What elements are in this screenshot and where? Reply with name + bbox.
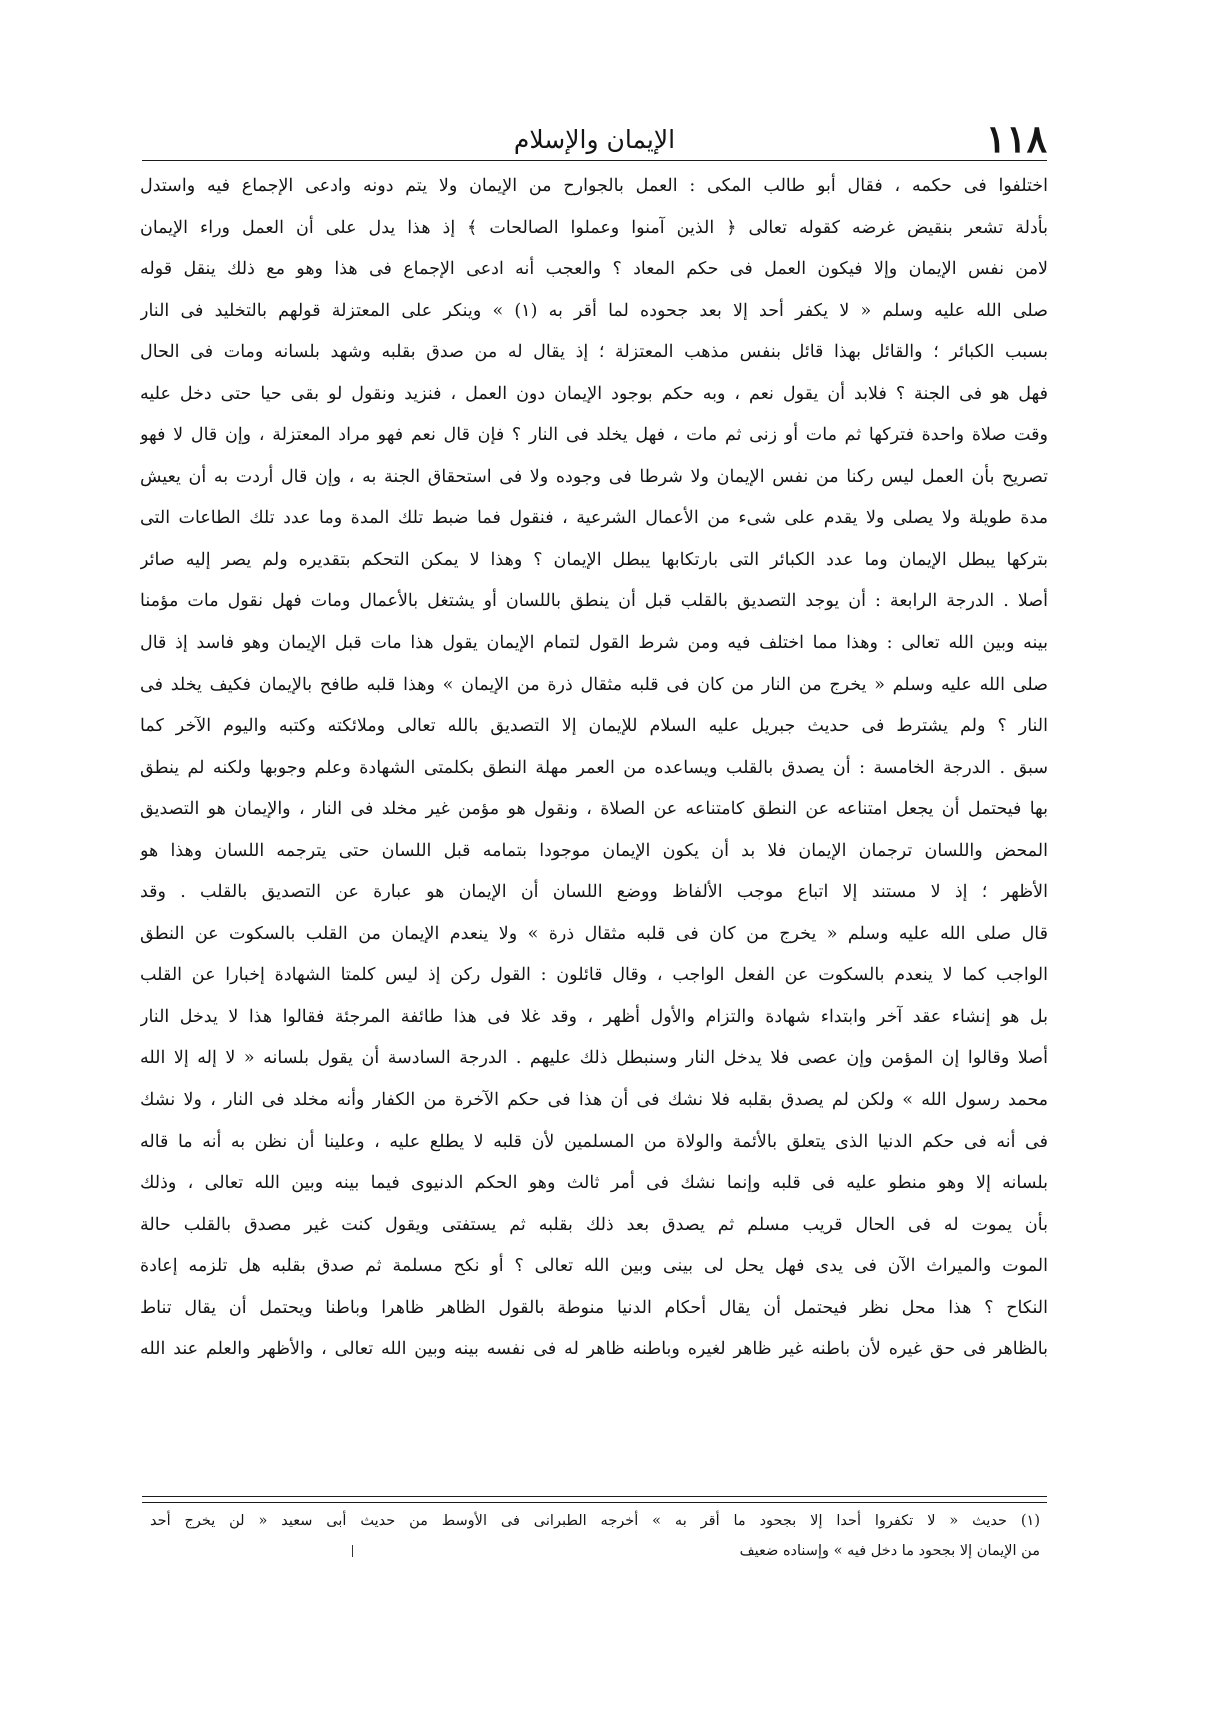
text-line: سبق . الدرجة الخامسة : أن يصدق بالقلب ويساعده من العمر مهلة النطق بكلمتى الشهادة وعلم وجوبها ولكنه لم ينطق bbox=[140, 757, 1048, 778]
text-line: بالظاهر فى حق غيره لأن باطنه غير ظاهر لغيره وباطنه ظاهر له فى نفسه بينه وبين الله تعالى ، والأظهر والعلم عند الله bbox=[140, 1339, 1048, 1360]
text-line: محمد رسول الله » ولكن لم يصدق بقلبه فلا نشك فى أن هذا فى حكم الآخرة من الكفار وأنه مخلد فى النار ، ولا نشك bbox=[140, 1090, 1048, 1111]
text-line: فى أنه فى حكم الدنيا الذى يتعلق بالأئمة والولاة من المسلمين لأن قلبه لا يطلع عليه ، وعلينا أن نظن به أنه ما قاله bbox=[140, 1131, 1048, 1152]
text-line: النار ؟ ولم يشترط فى حديث جبريل عليه السلام للإيمان إلا التصديق بالله تعالى وملائكته وكتبه واليوم الآخر كما bbox=[140, 716, 1048, 737]
text-line: بلسانه إلا وهو منطو عليه فى قلبه وإنما نشك فى أمر ثالث وهو الحكم الدنيوى فيما بينه وبين الله تعالى ، وذلك bbox=[140, 1173, 1048, 1194]
page-number: ١١٨ bbox=[985, 116, 1047, 161]
text-line: المحض واللسان ترجمان الإيمان فلا بد أن يكون الإيمان موجودا بتمامه قبل اللسان حتى يترجمه اللسان وهذا هو bbox=[140, 840, 1048, 861]
text-line: الأظهر ؛ إذ لا مستند إلا اتباع موجب الألفاظ ووضع اللسان أن الإيمان هو عبارة عن التصديق بالقلب . وقد bbox=[140, 882, 1048, 903]
text-line: بسبب الكبائر ؛ والقائل بهذا قائل بنفس مذهب المعتزلة ؛ إذ يقال له من صدق بقلبه وشهد بلسانه ومات فى الحال bbox=[140, 342, 1048, 363]
header-rule bbox=[142, 160, 1047, 161]
text-line bbox=[140, 1371, 1048, 1413]
text-line: بل هو إنشاء عقد آخر وابتداء شهادة والتزام والأول أظهر ، وقد غلا فى هذا طائفة المرجئة فقالوا هذا لا يدخل النار bbox=[140, 1006, 1048, 1027]
text-line: فهل هو فى الجنة ؟ فلابد أن يقول نعم ، وبه حكم بوجود الإيمان دون العمل ، فنزيد ونقول لو بقى حيا حتى دخل عليه bbox=[140, 383, 1048, 404]
running-title: الإيمان والإسلام bbox=[513, 125, 676, 154]
text-line: الموت والميراث الآن فى يدى فهل يحل لى بينى وبين الله تعالى ؟ أو نكح مسلمة ثم صدق بقلبه هل تلزمه إعادة bbox=[140, 1256, 1048, 1277]
text-line: أصلا . الدرجة الرابعة : أن يوجد التصديق بالقلب قبل أن ينطق باللسان أو يشتغل بالأعمال ومات فهل نقول مات مؤمنا bbox=[140, 591, 1048, 612]
text-line: أصلا وقالوا إن المؤمن وإن عصى فلا يدخل النار وسنبطل ذلك عليهم . الدرجة السادسة أن يقول بلسانه « لا إله إلا الله bbox=[140, 1048, 1048, 1069]
text-line: بها فيحتمل أن يجعل امتناعه عن النطق كامتناعه عن الصلاة ، ونقول هو مؤمن غير مخلد فى النار ، والإيمان هو التصديق bbox=[140, 799, 1048, 820]
text-line: بأدلة تشعر بنقيض غرضه كقوله تعالى ﴿ الذين آمنوا وعملوا الصالحات ﴾ إذ هذا يدل على أن العمل وراء الإيمان bbox=[140, 217, 1048, 238]
page-header bbox=[142, 114, 1047, 164]
text-line: بأن يموت له فى الحال قريب مسلم ثم يصدق بعد ذلك بقلبه ثم يستفتى ويقول كنت غير مصدق بالقلب حالة bbox=[140, 1214, 1048, 1235]
footnote-line: من الإيمان إلا بجحود ما دخل فيه » وإسناده ضعيف bbox=[739, 1543, 1040, 1559]
text-line: صلى الله عليه وسلم « يخرج من النار من كان فى قلبه مثقال ذرة من الإيمان » وهذا قلبه طافح بالإيمان فكيف يخلد فى bbox=[140, 674, 1048, 695]
text-line: بتركها يبطل الإيمان وما عدد الكبائر التى بارتكابها يبطل الإيمان ؟ وهذا لا يمكن التحكم بتقديره ولم يصر إليه صائر bbox=[140, 549, 1048, 570]
scan-mark bbox=[352, 1545, 353, 1557]
text-line: النكاح ؟ هذا محل نظر فيحتمل أن يقال أحكام الدنيا منوطة بالقول الظاهر ظاهرا وباطنا ويحتمل أن يقال تناط bbox=[140, 1297, 1048, 1318]
text-line: وقت صلاة واحدة فتركها ثم مات أو زنى ثم مات ، فهل يخلد فى النار ؟ فإن قال نعم فهو مراد المعتزلة ، وإن قال لا فهو bbox=[140, 425, 1048, 446]
text-line: قال صلى الله عليه وسلم « يخرج من كان فى قلبه مثقال ذرة » ولا ينعدم الإيمان من القلب بالسكوت عن النطق bbox=[140, 923, 1048, 944]
text-line: لامن نفس الإيمان وإلا فيكون العمل فى حكم المعاد ؟ والعجب أنه ادعى الإجماع فى هذا وهو مع ذلك ينقل قوله bbox=[140, 259, 1048, 280]
text-line: صلى الله عليه وسلم « لا يكفر أحد إلا بعد جحوده لما أقر به (١) » وينكر على المعتزلة قولهم بالتخليد فى النار bbox=[140, 300, 1048, 321]
text-line: بينه وبين الله تعالى : وهذا مما اختلف فيه ومن شرط القول لتمام الإيمان يقول هذا مات قبل الإيمان وهو فاسد إذ قال bbox=[140, 633, 1048, 654]
footnote-rule bbox=[142, 1496, 1047, 1503]
text-line bbox=[140, 1454, 1048, 1496]
text-line: تصريح بأن العمل ليس ركنا من نفس الإيمان ولا شرطا فى وجوده ولا فى استحقاق الجنة به ، وإن قال أردت به أن يعيش bbox=[140, 466, 1048, 487]
footnotes bbox=[150, 1506, 1040, 1566]
text-line: الواجب كما لا ينعدم بالسكوت عن الفعل الواجب ، وقال قائلون : القول ركن إذ ليس كلمتا الشهادة إخبارا عن القلب bbox=[140, 965, 1048, 986]
text-line: مدة طويلة ولا يصلى ولا يقدم على شىء من الأعمال الشرعية ، فنقول فما ضبط تلك المدة وما عدد تلك الطاعات التى bbox=[140, 508, 1048, 529]
main-text bbox=[140, 166, 1048, 1537]
text-line bbox=[140, 1412, 1048, 1454]
footnote-line: (١) حديث « لا تكفروا أحدا إلا بجحود ما أقر به » أخرجه الطبرانى فى الأوسط من حديث أبى سعيد « لن يخرج أحد bbox=[150, 1513, 1040, 1529]
text-line: اختلفوا فى حكمه ، فقال أبو طالب المكى : العمل بالجوارح من الإيمان ولا يتم دونه وادعى الإجماع فيه واستدل bbox=[140, 176, 1048, 196]
